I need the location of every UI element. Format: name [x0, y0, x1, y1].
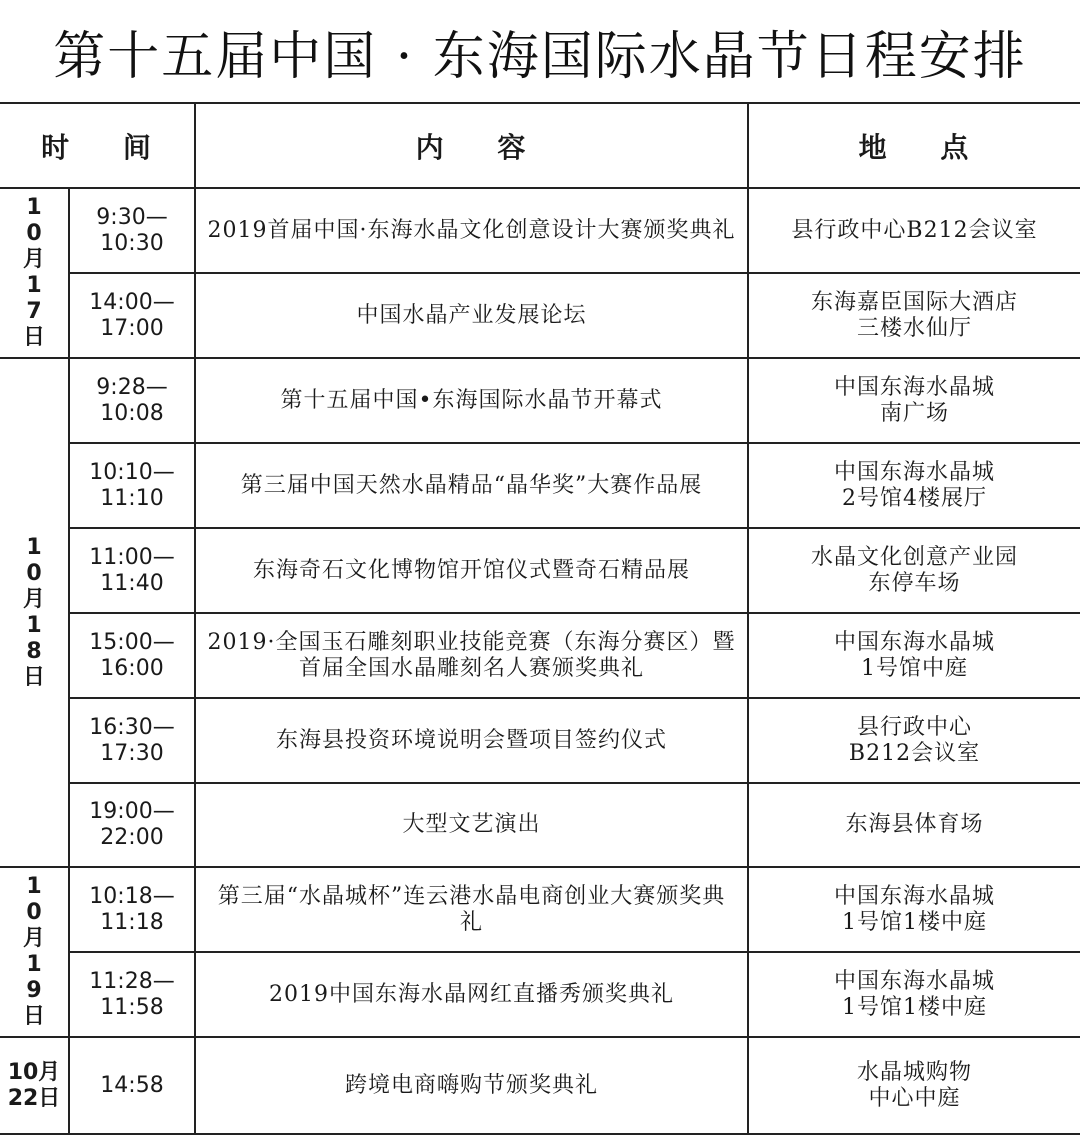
place-line: 水晶文化创意产业园 — [810, 544, 1018, 570]
table-row — [0, 867, 1080, 952]
time-label: 14:00—17:00 — [89, 289, 175, 341]
content-cell — [195, 528, 748, 613]
time-label: 19:00—22:00 — [89, 799, 175, 850]
place-cell — [748, 273, 1080, 358]
time-cell — [69, 358, 195, 443]
date-label: 10月19日 — [22, 874, 45, 1029]
place-cell — [748, 613, 1080, 698]
content-cell — [195, 443, 748, 528]
time-label: 14:58 — [100, 1072, 164, 1098]
time-cell — [69, 528, 195, 613]
place-line: 水晶城购物 — [856, 1059, 972, 1085]
content-line: 中国水晶产业发展论坛 — [356, 302, 587, 328]
place-line: 1号馆1楼中庭 — [842, 909, 987, 935]
content-line: 首届全国水晶雕刻名人赛颁奖典礼 — [298, 655, 644, 681]
date-label: 10月18日 — [22, 534, 45, 690]
place-line: 县行政中心B212会议室 — [791, 217, 1038, 243]
date-cell — [0, 358, 69, 867]
place-line: 1号馆中庭 — [861, 655, 968, 681]
content-line: 第三届中国天然水晶精品“晶华奖”大赛作品展 — [240, 472, 703, 498]
time-label: 10:18—11:18 — [89, 883, 175, 935]
content-line: 东海县投资环境说明会暨项目签约仪式 — [275, 727, 667, 753]
place-line: 东海县体育场 — [845, 812, 984, 837]
table-row — [0, 188, 1080, 273]
date-cell — [0, 867, 69, 1037]
time-cell — [69, 867, 195, 952]
place-cell — [748, 528, 1080, 613]
place-cell — [748, 698, 1080, 783]
table-row — [0, 613, 1080, 698]
content-line: 2019中国东海水晶网红直播秀颁奖典礼 — [269, 981, 674, 1007]
time-label: 11:00—11:40 — [89, 544, 175, 596]
place-line: 1号馆1楼中庭 — [842, 994, 987, 1020]
content-line: 2019首届中国·东海水晶文化创意设计大赛颁奖典礼 — [207, 217, 736, 243]
content-cell — [195, 358, 748, 443]
content-cell — [195, 188, 748, 273]
date-label: 10月17日 — [22, 195, 45, 350]
table-row — [0, 443, 1080, 528]
time-cell — [69, 783, 195, 867]
header-content: 内 容 — [195, 104, 748, 188]
place-line: 东停车场 — [868, 570, 961, 596]
content-cell — [195, 783, 748, 867]
table-row — [0, 528, 1080, 613]
content-cell — [195, 698, 748, 783]
date-label: 10月22日 — [7, 1059, 61, 1111]
table-row — [0, 1037, 1080, 1134]
content-line: 第十五届中国•东海国际水晶节开幕式 — [280, 387, 663, 413]
date-cell — [0, 1037, 69, 1134]
header-row — [0, 104, 1080, 188]
place-cell — [748, 358, 1080, 443]
place-line: 县行政中心 — [856, 714, 972, 740]
content-line: 大型文艺演出 — [402, 812, 541, 837]
page-title: 第十五届中国 · 东海国际水晶节日程安排 — [0, 0, 1080, 104]
content-line: 第三届“水晶城杯”连云港水晶电商创业大赛颁奖典 — [217, 883, 726, 909]
place-cell — [748, 952, 1080, 1037]
place-line: 中国东海水晶城 — [833, 374, 995, 400]
content-cell — [195, 273, 748, 358]
content-cell — [195, 613, 748, 698]
time-cell — [69, 188, 195, 273]
place-cell — [748, 443, 1080, 528]
content-line: 2019·全国玉石雕刻职业技能竞赛（东海分赛区）暨 — [207, 629, 736, 655]
time-label: 15:00—16:00 — [89, 629, 175, 681]
table-row — [0, 273, 1080, 358]
table-row — [0, 783, 1080, 867]
place-cell — [748, 867, 1080, 952]
place-line: 中国东海水晶城 — [833, 968, 995, 994]
time-label: 16:30—17:30 — [89, 714, 175, 766]
content-line: 东海奇石文化博物馆开馆仪式暨奇石精品展 — [252, 557, 690, 583]
place-line: 中国东海水晶城 — [833, 883, 995, 909]
place-line: 中国东海水晶城 — [833, 459, 995, 485]
date-cell — [0, 188, 69, 358]
place-line: 2号馆4楼展厅 — [842, 485, 987, 511]
place-line: 东海嘉臣国际大酒店 — [810, 289, 1018, 315]
time-cell — [69, 443, 195, 528]
place-line: 三楼水仙厅 — [856, 315, 972, 341]
time-cell — [69, 273, 195, 358]
content-line: 礼 — [459, 909, 483, 935]
time-cell — [69, 613, 195, 698]
time-label: 9:28—10:08 — [96, 374, 168, 426]
time-cell — [69, 1037, 195, 1134]
time-cell — [69, 698, 195, 783]
schedule-table — [0, 104, 1080, 1135]
place-line: 中国东海水晶城 — [833, 629, 995, 655]
place-cell — [748, 1037, 1080, 1134]
table-row — [0, 698, 1080, 783]
place-line: 南广场 — [879, 400, 949, 426]
time-cell — [69, 952, 195, 1037]
content-cell — [195, 867, 748, 952]
place-cell — [748, 188, 1080, 273]
time-label: 11:28—11:58 — [89, 968, 175, 1020]
header-place: 地 点 — [748, 104, 1080, 188]
content-line: 跨境电商嗨购节颁奖典礼 — [344, 1072, 598, 1098]
content-cell — [195, 1037, 748, 1134]
table-row — [0, 358, 1080, 443]
header-time: 时 间 — [0, 104, 195, 188]
content-cell — [195, 952, 748, 1037]
time-label: 9:30—10:30 — [96, 204, 168, 256]
table-row — [0, 952, 1080, 1037]
time-label: 10:10—11:10 — [89, 459, 175, 511]
place-line: 中心中庭 — [868, 1085, 961, 1111]
place-line: B212会议室 — [848, 740, 981, 766]
place-cell — [748, 783, 1080, 867]
